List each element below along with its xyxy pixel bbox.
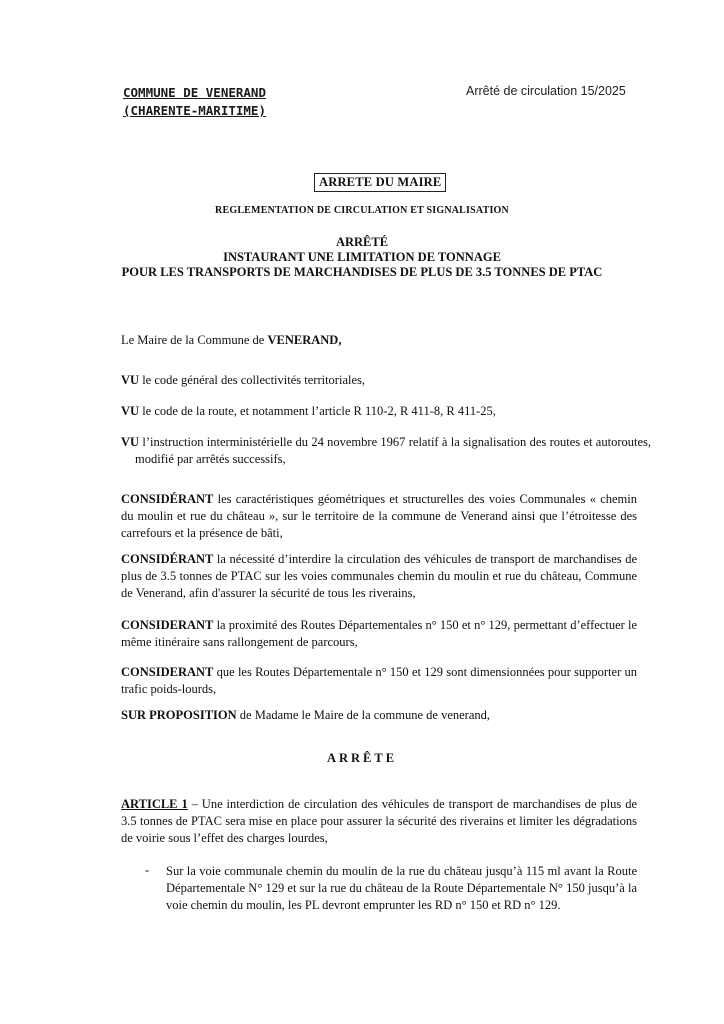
decree-box-title: ARRETE DU MAIRE <box>314 173 446 192</box>
considerant-paragraph: CONSIDÉRANT les caractéristiques géométriques et structurelles des voies Communales « chemin du moulin et rue du château », sur le territoire de la commune de Venerand ainsi que l’étroitesse des carrefours et la présence de bâti, <box>121 492 637 540</box>
vu-paragraph: VU l’instruction interministérielle du 24 novembre 1967 relatif à la signalisation des routes et autoroutes, modifié par arrêtés successifs, <box>121 435 651 466</box>
decree-reference: Arrêté de circulation 15/2025 <box>466 84 626 98</box>
arrete-heading: ARRÊTE <box>326 751 398 765</box>
vu-paragraph: VU le code de la route, et notamment l’article R 110-2, R 411-8, R 411-25, <box>121 404 496 418</box>
title-line: INSTAURANT UNE LIMITATION DE TONNAGE <box>223 250 501 264</box>
title-line: POUR LES TRANSPORTS DE MARCHANDISES DE PLUS DE 3.5 TONNES DE PTAC <box>121 265 603 279</box>
commune-name-bold: VENERAND, <box>267 333 342 347</box>
vu-paragraph: VU le code général des collectivités territoriales, <box>121 373 366 387</box>
article-1-bullet-item: Sur la voie communale chemin du moulin de la rue du château jusqu’à 115 ml avant la Route Départementale N° 129 et sur la rue du château de la Route Départementale N° 150 jusqu’à la voie chemin du moulin, les PL devront emprunter les RD n° 150 et RD n° 129. <box>166 864 637 912</box>
article-1-label: ARTICLE 1 <box>121 797 188 811</box>
bullet-marker: - <box>145 863 150 877</box>
department-name: (CHARENTE-MARITIME) <box>123 103 266 118</box>
considerant-paragraph: CONSIDERANT la proximité des Routes Départementales n° 150 et n° 129, permettant d’effectuer le même itinéraire sans rallongement de parcours, <box>121 618 637 649</box>
proposition-paragraph: SUR PROPOSITION de Madame le Maire de la commune de venerand, <box>121 708 491 722</box>
intro-paragraph: Le Maire de la Commune de VENERAND, <box>121 333 342 347</box>
considerant-paragraph: CONSIDERANT que les Routes Départementale n° 150 et 129 sont dimensionnées pour supporter un trafic poids-lourds, <box>121 665 637 696</box>
title-line: ARRÊTÉ <box>335 235 389 249</box>
decree-title <box>0 235 724 280</box>
decree-subtitle: REGLEMENTATION DE CIRCULATION ET SIGNALISATION <box>215 205 509 216</box>
considerant-paragraph: CONSIDÉRANT la nécessité d’interdire la circulation des véhicules de transport de marchandises de plus de 3.5 tonnes de PTAC sur les voies communales chemin du moulin et rue du château, Commune de Venerand, afin d'assurer la sécurité de tous les riverains, <box>121 552 637 600</box>
commune-header <box>123 84 266 120</box>
commune-name: COMMUNE DE VENERAND <box>123 85 266 100</box>
article-1-paragraph: ARTICLE 1 – Une interdiction de circulation des véhicules de transport de marchandises de plus de 3.5 tonnes de PTAC sera mise en place pour assurer la sécurité des riverains et limiter les dégradations de voirie sous l’effet des charges lourdes, <box>121 797 637 845</box>
